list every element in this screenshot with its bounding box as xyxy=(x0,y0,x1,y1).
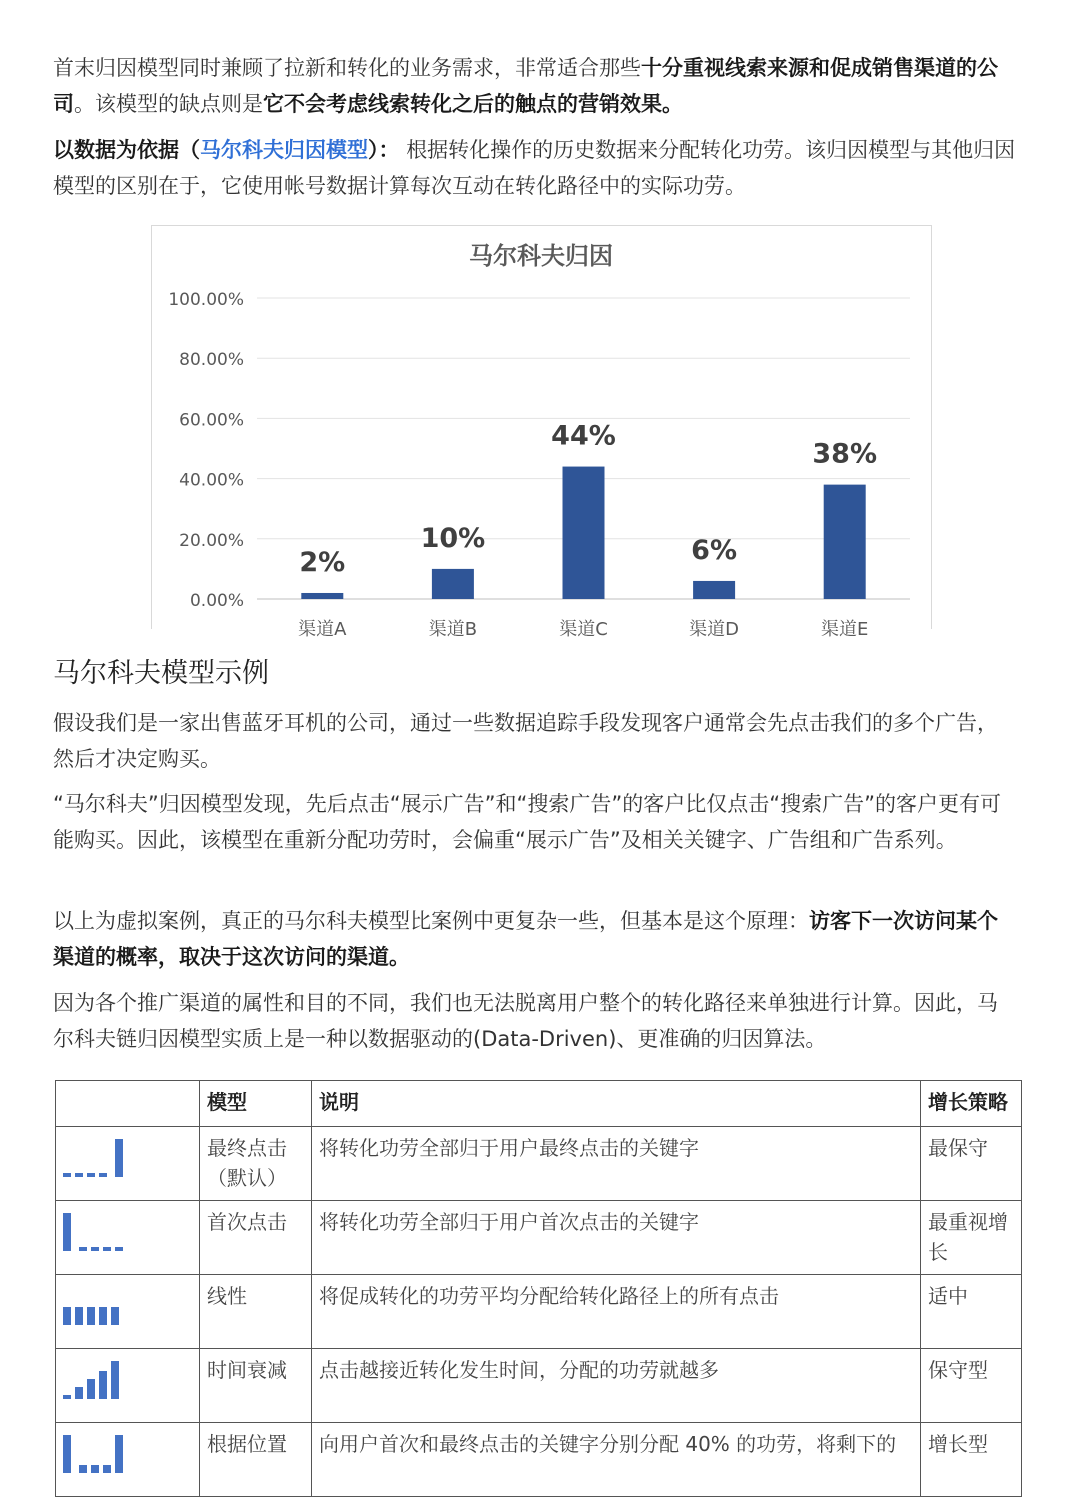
header-description: 说明 xyxy=(312,1081,921,1127)
markov-model-link[interactable]: 马尔科夫归因模型 xyxy=(200,138,368,162)
data-label: 6% xyxy=(691,534,738,566)
x-tick-label: 渠道A xyxy=(298,619,347,640)
time-decay-icon xyxy=(56,1349,200,1423)
bold-text: 它不会考虑线索转化之后的触点的营销效果。 xyxy=(263,92,683,116)
model-name: 根据位置 xyxy=(200,1423,312,1497)
model-strategy: 保守型 xyxy=(921,1349,1022,1423)
section-title: 马尔科夫模型示例 xyxy=(53,658,269,689)
last-click-icon xyxy=(56,1127,200,1201)
data-label: 10% xyxy=(420,522,486,554)
table-row xyxy=(56,1349,1022,1423)
bold-text: ）： xyxy=(368,138,400,162)
bar-渠道B xyxy=(432,569,474,599)
y-tick-label: 0.00% xyxy=(189,591,244,611)
paragraph-data-driven xyxy=(53,132,1018,204)
bold-text: 十分重视线索来源和促成销售渠道的公司 xyxy=(53,56,998,116)
model-strategy: 适中 xyxy=(921,1275,1022,1349)
paragraph-text: 根据转化操作的历史数据来分配转化功劳。该归因模型与其他归因模型的区别在于，它使用帐号数据计算每次互动在转化路径中的实际功劳。 xyxy=(53,138,1016,198)
paragraph-text: 。该模型的缺点则是 xyxy=(74,92,263,116)
table-row xyxy=(56,1275,1022,1349)
y-tick-label: 40.00% xyxy=(179,470,244,491)
header-icon xyxy=(56,1081,200,1127)
model-name: 最终点击（默认） xyxy=(200,1127,312,1201)
model-strategy: 最保守 xyxy=(921,1127,1022,1201)
chart-svg xyxy=(152,226,931,640)
model-description: 向用户首次和最终点击的关键字分别分配 40% 的功劳，将剩下的 xyxy=(312,1423,921,1497)
header-strategy: 增长策略 xyxy=(921,1081,1022,1127)
table-row xyxy=(56,1423,1022,1497)
paragraph-example-intro: 假设我们是一家出售蓝牙耳机的公司，通过一些数据追踪手段发现客户通常会先点击我们的多个广告，然后才决定购买。 xyxy=(53,711,998,771)
paragraph-markov-finding: “马尔科夫”归因模型发现，先后点击“展示广告”和“搜索广告”的客户比仅点击“搜索广告”的客户更有可能购买。因此，该模型在重新分配功劳时，会偏重“展示广告”及相关关键字、广告组和广告系列。 xyxy=(53,792,1002,852)
x-tick-label: 渠道C xyxy=(559,619,608,640)
y-tick-label: 60.00% xyxy=(179,410,244,431)
attribution-models-table xyxy=(55,1080,1022,1497)
model-name: 时间衰减 xyxy=(200,1349,312,1423)
x-tick-label: 渠道D xyxy=(689,619,740,640)
bar-渠道A xyxy=(301,593,343,599)
x-tick-label: 渠道E xyxy=(821,619,869,640)
y-tick-label: 100.00% xyxy=(168,290,244,310)
model-name: 线性 xyxy=(200,1275,312,1349)
x-tick-label: 渠道B xyxy=(428,619,478,640)
markov-attribution-chart xyxy=(151,225,932,640)
first-click-icon xyxy=(56,1201,200,1275)
bar-渠道C xyxy=(563,467,605,599)
y-tick-label: 20.00% xyxy=(179,530,244,551)
paragraph-conclusion: 因为各个推广渠道的属性和目的不同，我们也无法脱离用户整个的转化路径来单独进行计算。因此，马尔科夫链归因模型实质上是一种以数据驱动的(Data-Driven)、更准确的归因算法。 xyxy=(53,991,998,1051)
model-description: 点击越接近转化发生时间，分配的功劳就越多 xyxy=(312,1349,921,1423)
paragraph-principle xyxy=(53,903,1018,975)
table-row xyxy=(56,1127,1022,1201)
position-icon xyxy=(56,1423,200,1497)
paragraph-first-last-model xyxy=(53,50,1018,122)
bold-text: 以数据为依据（ xyxy=(53,138,200,162)
model-description: 将转化功劳全部归于用户最终点击的关键字 xyxy=(312,1127,921,1201)
model-description: 将促成转化的功劳平均分配给转化路径上的所有点击 xyxy=(312,1275,921,1349)
model-name: 首次点击 xyxy=(200,1201,312,1275)
y-tick-label: 80.00% xyxy=(179,350,244,371)
data-label: 2% xyxy=(299,546,346,578)
linear-icon xyxy=(56,1275,200,1349)
model-description: 将转化功劳全部归于用户首次点击的关键字 xyxy=(312,1201,921,1275)
paragraph-text: 以上为虚拟案例，真正的马尔科夫模型比案例中更复杂一些，但基本是这个原理： xyxy=(53,909,809,933)
header-model: 模型 xyxy=(200,1081,312,1127)
model-strategy: 最重视增长 xyxy=(921,1201,1022,1275)
data-label: 38% xyxy=(812,438,878,470)
data-label: 44% xyxy=(551,420,616,452)
bold-text: 访客下一次访问某个渠道的概率，取决于这次访问的渠道。 xyxy=(53,909,998,969)
paragraph-text: 首末归因模型同时兼顾了拉新和转化的业务需求，非常适合那些 xyxy=(53,56,641,80)
model-strategy: 增长型 xyxy=(921,1423,1022,1497)
table-header-row xyxy=(56,1081,1022,1127)
table-row xyxy=(56,1201,1022,1275)
bar-渠道D xyxy=(693,581,735,599)
bar-渠道E xyxy=(824,485,866,599)
chart-title: 马尔科夫归因 xyxy=(469,242,613,270)
